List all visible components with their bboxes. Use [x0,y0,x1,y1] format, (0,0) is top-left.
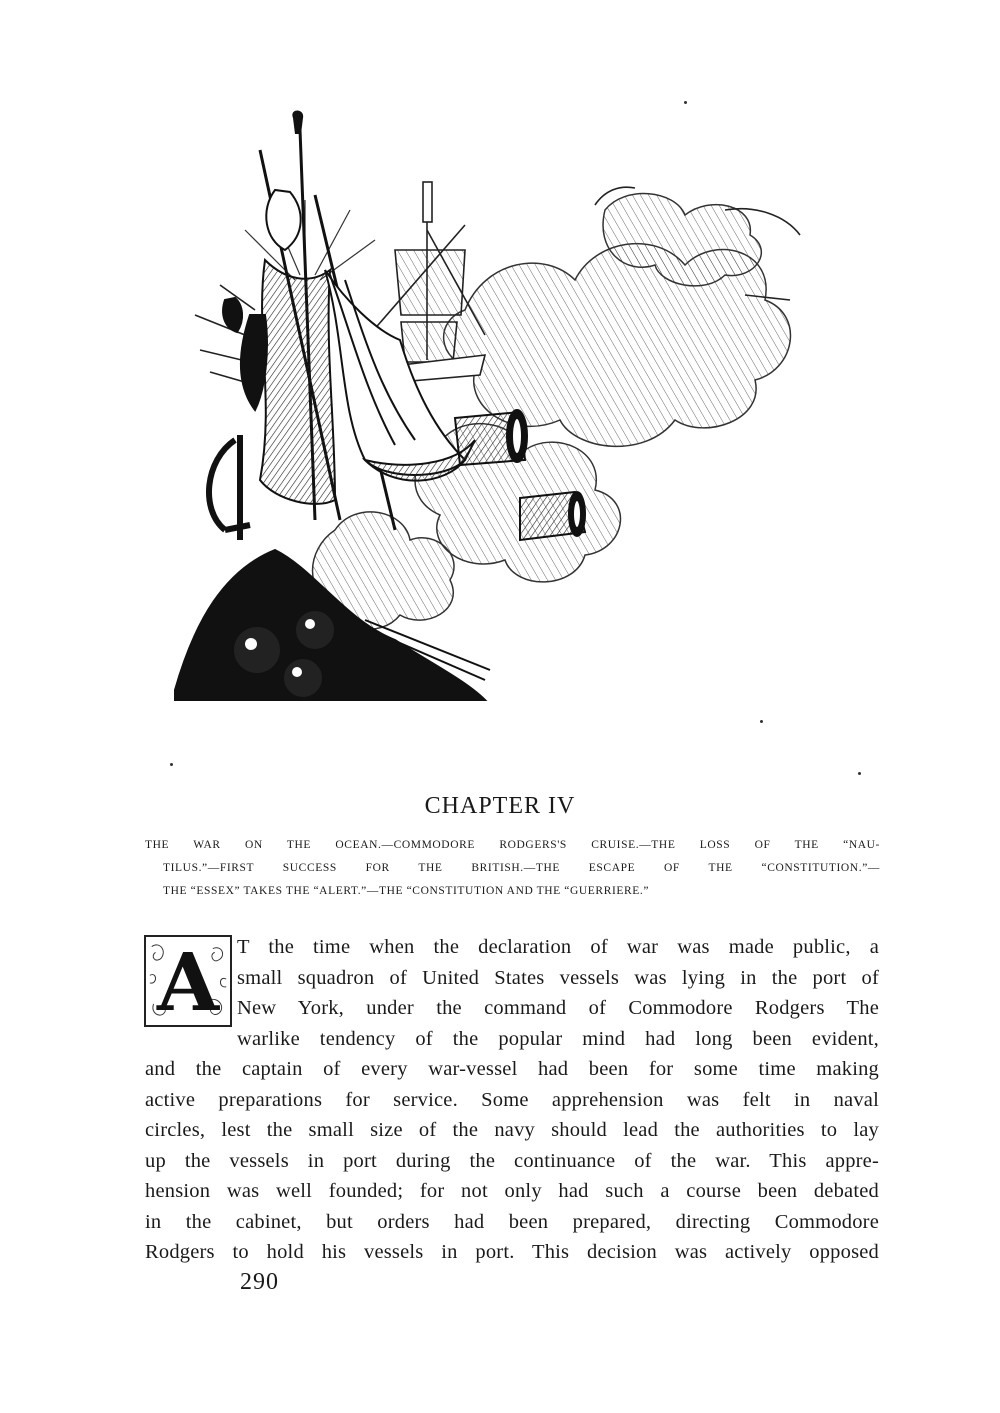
body-line: and the captain of every war-vessel had been for some time making [145,1058,879,1080]
summary-line: THE “ESSEX” TAKES THE “ALERT.”—THE “CONSTITUTION AND THE “GUERRIERE.” [163,885,650,897]
body-line: active preparations for service. Some apprehension was felt in naval [145,1088,879,1111]
print-speck [760,720,763,723]
body-line: T the time when the declaration of war was made public, a [237,936,879,958]
body-line: in the cabinet, but orders had been prepared, directing Commodore [145,1210,879,1233]
chapter-title: CHAPTER IV [424,792,576,819]
body-line: up the vessels in port during the continuance of the war. This appre- [145,1149,879,1172]
summary-line: THE WAR ON THE OCEAN.—COMMODORE RODGERS'S CRUISE.—THE LOSS OF THE “NAU- [145,839,880,851]
print-speck [170,763,173,766]
body-line: New York, under the command of Commodore Rodgers The [237,997,879,1019]
page-number: 290 [240,1269,279,1295]
body-line: circles, lest the small size of the navy should lead the authorities to lay [145,1119,879,1141]
body-line: Rodgers to hold his vessels in port. This decision was actively opposed [145,1241,879,1263]
body-line: small squadron of United States vessels was lying in the port of [237,966,879,989]
drop-cap [144,935,232,1027]
print-speck [858,772,861,775]
drop-cap-letter: A [156,935,220,1029]
body-line: hension was well founded; for not only had such a course been debated [145,1180,879,1202]
chapter-summary [145,834,880,903]
body-paragraph-start [237,932,879,1054]
chapter-illustration [165,100,845,710]
body-paragraph-continued [145,1054,879,1268]
print-speck [684,101,687,104]
summary-line: TILUS.”—FIRST SUCCESS FOR THE BRITISH.—THE ESCAPE OF THE “CONSTITUTION.”— [163,862,880,874]
naval-trophy-engraving [165,100,845,710]
body-line: warlike tendency of the popular mind had long been evident, [237,1027,879,1050]
eagle-finial [292,111,303,135]
anchor [209,435,250,540]
